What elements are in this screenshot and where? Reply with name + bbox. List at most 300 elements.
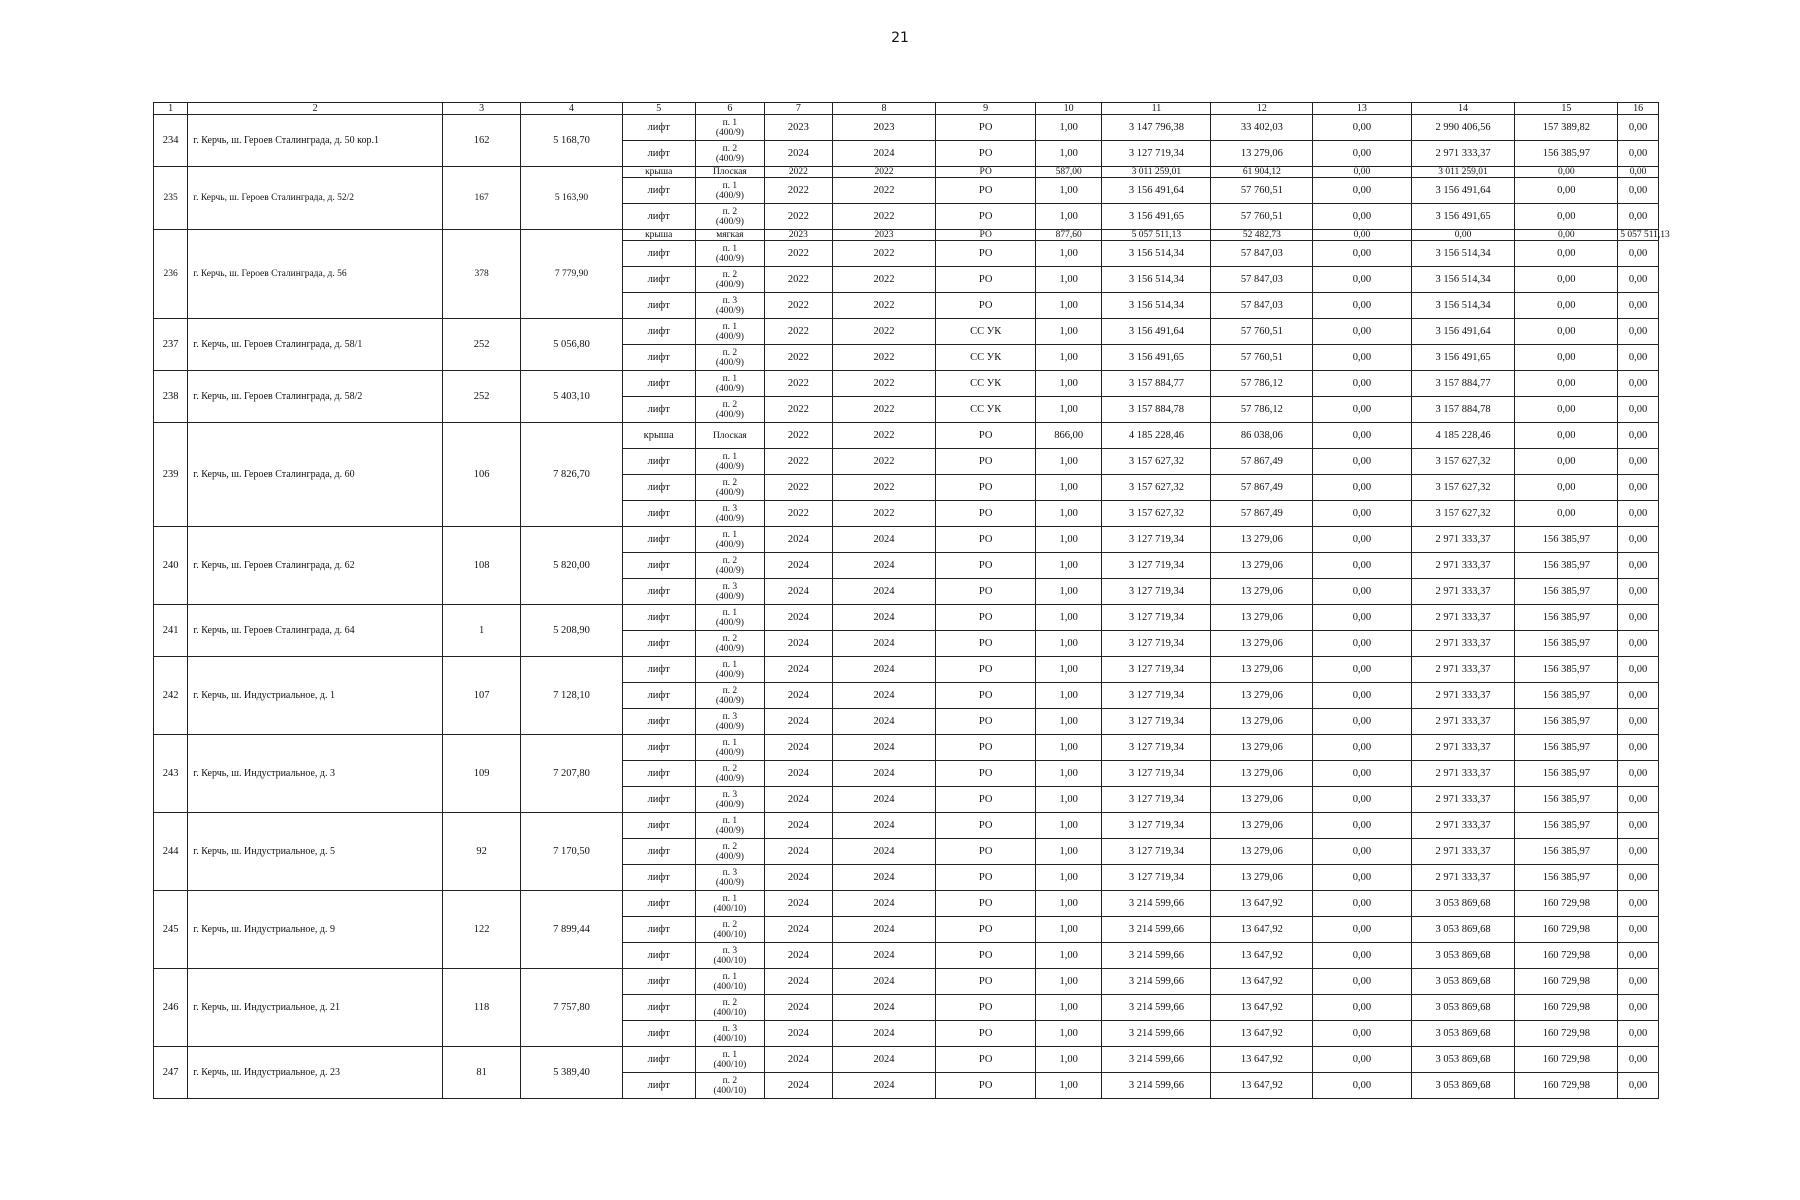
year-end-cell: 2024 bbox=[832, 865, 936, 891]
quantity-cell: 1,00 bbox=[1035, 267, 1101, 293]
work-type-cell: лифт bbox=[622, 1021, 695, 1047]
cost-col15-cell: 156 385,97 bbox=[1515, 605, 1618, 631]
work-section-cell bbox=[695, 839, 765, 865]
quantity-cell: 1,00 bbox=[1035, 449, 1101, 475]
cost-col12-cell: 13 647,92 bbox=[1211, 917, 1313, 943]
quantity-cell: 1,00 bbox=[1035, 605, 1101, 631]
column-header: 6 bbox=[695, 103, 765, 115]
cost-col13-cell: 0,00 bbox=[1313, 813, 1411, 839]
quantity-cell: 1,00 bbox=[1035, 115, 1101, 141]
quantity-cell: 1,00 bbox=[1035, 943, 1101, 969]
work-type-cell: лифт bbox=[622, 345, 695, 371]
year-start-cell: 2023 bbox=[765, 115, 832, 141]
funding-source-cell: СС УК bbox=[936, 371, 1036, 397]
total-cost-cell: 3 214 599,66 bbox=[1102, 891, 1211, 917]
cost-col12-cell: 57 760,51 bbox=[1211, 178, 1313, 204]
column-header: 5 bbox=[622, 103, 695, 115]
cost-col16-cell: 0,00 bbox=[1618, 657, 1659, 683]
section-spec: (400/9) bbox=[715, 357, 744, 368]
cost-col16-cell: 0,00 bbox=[1618, 319, 1659, 345]
column-header: 15 bbox=[1515, 103, 1618, 115]
work-section-cell bbox=[695, 527, 765, 553]
funding-source-cell: РО bbox=[936, 605, 1036, 631]
cost-col14-cell: 3 053 869,68 bbox=[1411, 969, 1515, 995]
year-end-cell: 2022 bbox=[832, 178, 936, 204]
work-type-cell: лифт bbox=[622, 657, 695, 683]
year-start-cell: 2022 bbox=[765, 167, 832, 178]
cost-col12-cell: 57 847,03 bbox=[1211, 293, 1313, 319]
work-type-cell: лифт bbox=[622, 839, 695, 865]
work-section-cell bbox=[695, 141, 765, 167]
quantity-cell: 1,00 bbox=[1035, 1047, 1101, 1073]
section-spec: (400/10) bbox=[713, 981, 747, 992]
section-spec: (400/9) bbox=[715, 721, 744, 732]
work-section-cell bbox=[695, 709, 765, 735]
total-cost-cell: 3 127 719,34 bbox=[1102, 683, 1211, 709]
cost-col15-cell: 160 729,98 bbox=[1515, 1073, 1618, 1099]
cost-col16-cell: 0,00 bbox=[1618, 141, 1659, 167]
section-spec: (400/9) bbox=[715, 539, 744, 550]
year-start-cell: 2022 bbox=[765, 293, 832, 319]
cost-col15-cell: 156 385,97 bbox=[1515, 735, 1618, 761]
section-spec: (400/10) bbox=[713, 1033, 747, 1044]
cost-col14-cell: 3 157 627,32 bbox=[1411, 449, 1515, 475]
work-type-cell: лифт bbox=[622, 709, 695, 735]
quantity-cell: 1,00 bbox=[1035, 397, 1101, 423]
cost-col14-cell: 2 971 333,37 bbox=[1411, 761, 1515, 787]
section-spec: (400/9) bbox=[715, 565, 744, 576]
total-cost-cell: 3 127 719,34 bbox=[1102, 141, 1211, 167]
section-label: п. 3 bbox=[722, 295, 738, 306]
cost-col14-cell: 3 156 491,64 bbox=[1411, 178, 1515, 204]
work-section-cell bbox=[695, 787, 765, 813]
cost-col16-cell: 0,00 bbox=[1618, 167, 1659, 178]
cost-col16-cell: 0,00 bbox=[1618, 839, 1659, 865]
cost-col12-cell: 57 867,49 bbox=[1211, 475, 1313, 501]
building-number-cell: 239 bbox=[154, 423, 188, 527]
cost-col16-cell: 0,00 bbox=[1618, 891, 1659, 917]
funding-source-cell: РО bbox=[936, 865, 1036, 891]
building-address-cell: г. Керчь, ш. Героев Сталинграда, д. 62 bbox=[188, 527, 443, 605]
cost-col13-cell: 0,00 bbox=[1313, 761, 1411, 787]
year-start-cell: 2022 bbox=[765, 423, 832, 449]
work-type-cell: крыша bbox=[622, 230, 695, 241]
cost-col16-cell: 0,00 bbox=[1618, 579, 1659, 605]
year-start-cell: 2024 bbox=[765, 605, 832, 631]
column-header: 8 bbox=[832, 103, 936, 115]
year-end-cell: 2024 bbox=[832, 1073, 936, 1099]
cost-col14-cell: 3 053 869,68 bbox=[1411, 995, 1515, 1021]
quantity-cell: 1,00 bbox=[1035, 141, 1101, 167]
year-start-cell: 2024 bbox=[765, 839, 832, 865]
work-type-cell: лифт bbox=[622, 761, 695, 787]
table-row bbox=[154, 319, 1659, 345]
work-section-cell bbox=[695, 293, 765, 319]
cost-col13-cell: 0,00 bbox=[1313, 683, 1411, 709]
work-type-cell: лифт bbox=[622, 969, 695, 995]
total-cost-cell: 3 127 719,34 bbox=[1102, 527, 1211, 553]
building-area-cell: 7 170,50 bbox=[521, 813, 623, 891]
section-label: Плоская bbox=[712, 167, 747, 177]
total-cost-cell: 3 157 884,77 bbox=[1102, 371, 1211, 397]
cost-col13-cell: 0,00 bbox=[1313, 204, 1411, 230]
work-type-cell: лифт bbox=[622, 371, 695, 397]
cost-col12-cell: 86 038,06 bbox=[1211, 423, 1313, 449]
building-col3-cell: 108 bbox=[443, 527, 521, 605]
total-cost-cell: 3 127 719,34 bbox=[1102, 553, 1211, 579]
section-spec: (400/9) bbox=[715, 773, 744, 784]
year-end-cell: 2022 bbox=[832, 345, 936, 371]
cost-col12-cell: 13 279,06 bbox=[1211, 865, 1313, 891]
quantity-cell: 1,00 bbox=[1035, 1021, 1101, 1047]
work-type-cell: лифт bbox=[622, 319, 695, 345]
cost-col16-cell: 0,00 bbox=[1618, 553, 1659, 579]
cost-col13-cell: 0,00 bbox=[1313, 371, 1411, 397]
cost-col16-cell: 0,00 bbox=[1618, 293, 1659, 319]
quantity-cell: 1,00 bbox=[1035, 761, 1101, 787]
funding-source-cell: РО bbox=[936, 579, 1036, 605]
cost-col13-cell: 0,00 bbox=[1313, 1073, 1411, 1099]
cost-col16-cell: 0,00 bbox=[1618, 345, 1659, 371]
cost-col15-cell: 0,00 bbox=[1515, 423, 1618, 449]
section-label: п. 2 bbox=[722, 1075, 738, 1086]
cost-col14-cell: 3 157 884,78 bbox=[1411, 397, 1515, 423]
year-end-cell: 2024 bbox=[832, 943, 936, 969]
year-end-cell: 2022 bbox=[832, 267, 936, 293]
work-section-cell bbox=[695, 683, 765, 709]
building-address-cell: г. Керчь, ш. Индустриальное, д. 3 bbox=[188, 735, 443, 813]
funding-source-cell: РО bbox=[936, 1021, 1036, 1047]
cost-col13-cell: 0,00 bbox=[1313, 579, 1411, 605]
cost-col12-cell: 57 786,12 bbox=[1211, 397, 1313, 423]
building-address-cell: г. Керчь, ш. Индустриальное, д. 21 bbox=[188, 969, 443, 1047]
column-header: 7 bbox=[765, 103, 832, 115]
cost-col14-cell: 3 157 627,32 bbox=[1411, 501, 1515, 527]
year-end-cell: 2022 bbox=[832, 475, 936, 501]
building-col3-cell: 106 bbox=[443, 423, 521, 527]
funding-source-cell: СС УК bbox=[936, 345, 1036, 371]
section-label: п. 2 bbox=[722, 143, 738, 154]
cost-col13-cell: 0,00 bbox=[1313, 397, 1411, 423]
year-start-cell: 2022 bbox=[765, 449, 832, 475]
building-col3-cell: 252 bbox=[443, 319, 521, 371]
work-type-cell: лифт bbox=[622, 397, 695, 423]
work-type-cell: лифт bbox=[622, 787, 695, 813]
cost-col15-cell: 160 729,98 bbox=[1515, 969, 1618, 995]
year-end-cell: 2022 bbox=[832, 293, 936, 319]
funding-source-cell: РО bbox=[936, 178, 1036, 204]
total-cost-cell: 3 157 627,32 bbox=[1102, 475, 1211, 501]
cost-col16-cell: 0,00 bbox=[1618, 735, 1659, 761]
year-end-cell: 2023 bbox=[832, 230, 936, 241]
section-spec: (400/9) bbox=[715, 383, 744, 394]
work-section-cell bbox=[695, 230, 765, 241]
section-label: п. 3 bbox=[722, 789, 738, 800]
quantity-cell: 1,00 bbox=[1035, 241, 1101, 267]
column-header: 16 bbox=[1618, 103, 1659, 115]
work-section-cell bbox=[695, 735, 765, 761]
building-area-cell: 7 779,90 bbox=[521, 230, 623, 319]
section-label: п. 2 bbox=[722, 347, 738, 358]
year-start-cell: 2024 bbox=[765, 683, 832, 709]
cost-col13-cell: 0,00 bbox=[1313, 141, 1411, 167]
section-label: п. 2 bbox=[722, 399, 738, 410]
work-section-cell bbox=[695, 891, 765, 917]
total-cost-cell: 3 127 719,34 bbox=[1102, 787, 1211, 813]
table-row bbox=[154, 230, 1659, 241]
cost-col16-cell: 0,00 bbox=[1618, 865, 1659, 891]
building-area-cell: 5 168,70 bbox=[521, 115, 623, 167]
section-label: п. 3 bbox=[722, 581, 738, 592]
cost-col13-cell: 0,00 bbox=[1313, 553, 1411, 579]
cost-col13-cell: 0,00 bbox=[1313, 423, 1411, 449]
cost-col15-cell: 156 385,97 bbox=[1515, 839, 1618, 865]
building-col3-cell: 378 bbox=[443, 230, 521, 319]
cost-col13-cell: 0,00 bbox=[1313, 230, 1411, 241]
cost-col15-cell: 156 385,97 bbox=[1515, 141, 1618, 167]
cost-col13-cell: 0,00 bbox=[1313, 319, 1411, 345]
section-label: п. 1 bbox=[722, 117, 738, 128]
section-label: п. 3 bbox=[722, 503, 738, 514]
cost-col16-cell: 0,00 bbox=[1618, 475, 1659, 501]
cost-col12-cell: 33 402,03 bbox=[1211, 115, 1313, 141]
work-type-cell: лифт bbox=[622, 917, 695, 943]
quantity-cell: 1,00 bbox=[1035, 1073, 1101, 1099]
year-start-cell: 2024 bbox=[765, 141, 832, 167]
cost-col14-cell: 3 053 869,68 bbox=[1411, 943, 1515, 969]
cost-col14-cell: 2 971 333,37 bbox=[1411, 141, 1515, 167]
building-number-cell: 236 bbox=[154, 230, 188, 319]
year-end-cell: 2024 bbox=[832, 631, 936, 657]
column-header: 11 bbox=[1102, 103, 1211, 115]
column-header: 3 bbox=[443, 103, 521, 115]
cost-col12-cell: 13 279,06 bbox=[1211, 657, 1313, 683]
year-start-cell: 2024 bbox=[765, 943, 832, 969]
cost-col16-cell: 0,00 bbox=[1618, 449, 1659, 475]
total-cost-cell: 3 156 491,64 bbox=[1102, 178, 1211, 204]
column-header: 2 bbox=[188, 103, 443, 115]
building-col3-cell: 252 bbox=[443, 371, 521, 423]
section-label: п. 1 bbox=[722, 659, 738, 670]
building-number-cell: 241 bbox=[154, 605, 188, 657]
year-start-cell: 2024 bbox=[765, 709, 832, 735]
work-section-cell bbox=[695, 1021, 765, 1047]
cost-col16-cell: 0,00 bbox=[1618, 787, 1659, 813]
cost-col13-cell: 0,00 bbox=[1313, 178, 1411, 204]
cost-col12-cell: 13 279,06 bbox=[1211, 709, 1313, 735]
year-start-cell: 2024 bbox=[765, 865, 832, 891]
cost-col12-cell: 13 279,06 bbox=[1211, 527, 1313, 553]
cost-col12-cell: 13 279,06 bbox=[1211, 787, 1313, 813]
work-section-cell bbox=[695, 204, 765, 230]
funding-source-cell: СС УК bbox=[936, 397, 1036, 423]
column-header: 14 bbox=[1411, 103, 1515, 115]
building-address-cell: г. Керчь, ш. Героев Сталинграда, д. 64 bbox=[188, 605, 443, 657]
total-cost-cell: 3 127 719,34 bbox=[1102, 839, 1211, 865]
cost-col15-cell: 156 385,97 bbox=[1515, 709, 1618, 735]
total-cost-cell: 3 157 627,32 bbox=[1102, 449, 1211, 475]
cost-col13-cell: 0,00 bbox=[1313, 657, 1411, 683]
cost-col13-cell: 0,00 bbox=[1313, 267, 1411, 293]
funding-source-cell: РО bbox=[936, 241, 1036, 267]
cost-col16-cell: 0,00 bbox=[1618, 605, 1659, 631]
cost-col12-cell: 57 760,51 bbox=[1211, 345, 1313, 371]
year-end-cell: 2023 bbox=[832, 115, 936, 141]
cost-col16-cell: 0,00 bbox=[1618, 761, 1659, 787]
building-area-cell: 7 757,80 bbox=[521, 969, 623, 1047]
cost-col16-cell: 5 057 511,13 bbox=[1618, 230, 1659, 241]
cost-col15-cell: 157 389,82 bbox=[1515, 115, 1618, 141]
section-spec: (400/9) bbox=[715, 331, 744, 342]
cost-col12-cell: 13 279,06 bbox=[1211, 553, 1313, 579]
year-end-cell: 2024 bbox=[832, 787, 936, 813]
cost-col15-cell: 160 729,98 bbox=[1515, 1047, 1618, 1073]
year-end-cell: 2024 bbox=[832, 141, 936, 167]
total-cost-cell: 3 214 599,66 bbox=[1102, 1021, 1211, 1047]
section-label: п. 2 bbox=[722, 997, 738, 1008]
section-label: п. 1 bbox=[722, 451, 738, 462]
cost-col15-cell: 0,00 bbox=[1515, 345, 1618, 371]
work-type-cell: лифт bbox=[622, 1073, 695, 1099]
section-spec: (400/10) bbox=[713, 1007, 747, 1018]
building-number-cell: 235 bbox=[154, 167, 188, 230]
work-type-cell: лифт bbox=[622, 579, 695, 605]
cost-col16-cell: 0,00 bbox=[1618, 371, 1659, 397]
column-header: 13 bbox=[1313, 103, 1411, 115]
year-end-cell: 2024 bbox=[832, 579, 936, 605]
building-number-cell: 246 bbox=[154, 969, 188, 1047]
cost-col14-cell: 3 156 514,34 bbox=[1411, 267, 1515, 293]
section-spec: (400/9) bbox=[715, 825, 744, 836]
work-type-cell: лифт bbox=[622, 1047, 695, 1073]
work-type-cell: лифт bbox=[622, 501, 695, 527]
section-spec: (400/9) bbox=[715, 409, 744, 420]
cost-col12-cell: 13 279,06 bbox=[1211, 761, 1313, 787]
cost-col15-cell: 156 385,97 bbox=[1515, 579, 1618, 605]
section-spec: (400/9) bbox=[715, 591, 744, 602]
work-section-cell bbox=[695, 345, 765, 371]
section-label: мягкая bbox=[716, 230, 744, 240]
cost-col12-cell: 13 647,92 bbox=[1211, 995, 1313, 1021]
work-type-cell: лифт bbox=[622, 891, 695, 917]
total-cost-cell: 3 214 599,66 bbox=[1102, 995, 1211, 1021]
quantity-cell: 877,60 bbox=[1035, 230, 1101, 241]
building-address-cell: г. Керчь, ш. Индустриальное, д. 1 bbox=[188, 657, 443, 735]
work-type-cell: крыша bbox=[622, 423, 695, 449]
section-label: п. 2 bbox=[722, 477, 738, 488]
quantity-cell: 1,00 bbox=[1035, 657, 1101, 683]
total-cost-cell: 3 127 719,34 bbox=[1102, 631, 1211, 657]
section-label: п. 2 bbox=[722, 919, 738, 930]
work-section-cell bbox=[695, 1073, 765, 1099]
year-start-cell: 2024 bbox=[765, 735, 832, 761]
section-spec: (400/10) bbox=[713, 1085, 747, 1096]
capital-repair-table bbox=[153, 102, 1670, 1099]
column-header: 10 bbox=[1035, 103, 1101, 115]
section-spec: (400/10) bbox=[713, 1059, 747, 1070]
year-start-cell: 2024 bbox=[765, 787, 832, 813]
section-label: п. 3 bbox=[722, 945, 738, 956]
table-row bbox=[154, 735, 1659, 761]
cost-col15-cell: 156 385,97 bbox=[1515, 631, 1618, 657]
work-type-cell: лифт bbox=[622, 141, 695, 167]
year-end-cell: 2024 bbox=[832, 709, 936, 735]
quantity-cell: 1,00 bbox=[1035, 787, 1101, 813]
cost-col16-cell: 0,00 bbox=[1618, 943, 1659, 969]
cost-col15-cell: 0,00 bbox=[1515, 475, 1618, 501]
year-start-cell: 2022 bbox=[765, 345, 832, 371]
work-section-cell bbox=[695, 761, 765, 787]
section-label: п. 3 bbox=[722, 711, 738, 722]
year-start-cell: 2024 bbox=[765, 761, 832, 787]
cost-col13-cell: 0,00 bbox=[1313, 891, 1411, 917]
total-cost-cell: 3 157 627,32 bbox=[1102, 501, 1211, 527]
year-end-cell: 2024 bbox=[832, 1047, 936, 1073]
year-end-cell: 2024 bbox=[832, 657, 936, 683]
cost-col14-cell: 2 971 333,37 bbox=[1411, 787, 1515, 813]
year-end-cell: 2024 bbox=[832, 605, 936, 631]
section-label: п. 2 bbox=[722, 841, 738, 852]
work-section-cell bbox=[695, 865, 765, 891]
building-address-cell: г. Керчь, ш. Героев Сталинграда, д. 60 bbox=[188, 423, 443, 527]
year-start-cell: 2022 bbox=[765, 371, 832, 397]
funding-source-cell: СС УК bbox=[936, 319, 1036, 345]
funding-source-cell: РО bbox=[936, 657, 1036, 683]
cost-col14-cell: 3 011 259,01 bbox=[1411, 167, 1515, 178]
funding-source-cell: РО bbox=[936, 917, 1036, 943]
cost-col14-cell: 2 971 333,37 bbox=[1411, 735, 1515, 761]
building-number-cell: 238 bbox=[154, 371, 188, 423]
cost-col14-cell: 2 971 333,37 bbox=[1411, 657, 1515, 683]
cost-col15-cell: 156 385,97 bbox=[1515, 527, 1618, 553]
cost-col14-cell: 0,00 bbox=[1411, 230, 1515, 241]
year-start-cell: 2024 bbox=[765, 1021, 832, 1047]
cost-col16-cell: 0,00 bbox=[1618, 917, 1659, 943]
cost-col14-cell: 4 185 228,46 bbox=[1411, 423, 1515, 449]
total-cost-cell: 3 156 514,34 bbox=[1102, 293, 1211, 319]
table-row bbox=[154, 423, 1659, 449]
quantity-cell: 1,00 bbox=[1035, 475, 1101, 501]
cost-col12-cell: 57 847,03 bbox=[1211, 267, 1313, 293]
quantity-cell: 1,00 bbox=[1035, 178, 1101, 204]
section-label: п. 2 bbox=[722, 763, 738, 774]
section-label: п. 2 bbox=[722, 206, 738, 217]
total-cost-cell: 3 214 599,66 bbox=[1102, 969, 1211, 995]
building-area-cell: 5 208,90 bbox=[521, 605, 623, 657]
building-area-cell: 7 207,80 bbox=[521, 735, 623, 813]
section-label: п. 1 bbox=[722, 373, 738, 384]
building-number-cell: 247 bbox=[154, 1047, 188, 1099]
funding-source-cell: РО bbox=[936, 115, 1036, 141]
year-end-cell: 2024 bbox=[832, 813, 936, 839]
year-start-cell: 2022 bbox=[765, 397, 832, 423]
cost-col15-cell: 0,00 bbox=[1515, 293, 1618, 319]
cost-col16-cell: 0,00 bbox=[1618, 527, 1659, 553]
building-area-cell: 5 403,10 bbox=[521, 371, 623, 423]
cost-col16-cell: 0,00 bbox=[1618, 1047, 1659, 1073]
cost-col14-cell: 2 990 406,56 bbox=[1411, 115, 1515, 141]
section-spec: (400/9) bbox=[715, 279, 744, 290]
building-address-cell: г. Керчь, ш. Индустриальное, д. 5 bbox=[188, 813, 443, 891]
work-type-cell: лифт bbox=[622, 735, 695, 761]
section-spec: (400/10) bbox=[713, 903, 747, 914]
quantity-cell: 1,00 bbox=[1035, 865, 1101, 891]
total-cost-cell: 3 156 514,34 bbox=[1102, 267, 1211, 293]
year-end-cell: 2022 bbox=[832, 371, 936, 397]
quantity-cell: 1,00 bbox=[1035, 813, 1101, 839]
table-row bbox=[154, 605, 1659, 631]
total-cost-cell: 4 185 228,46 bbox=[1102, 423, 1211, 449]
